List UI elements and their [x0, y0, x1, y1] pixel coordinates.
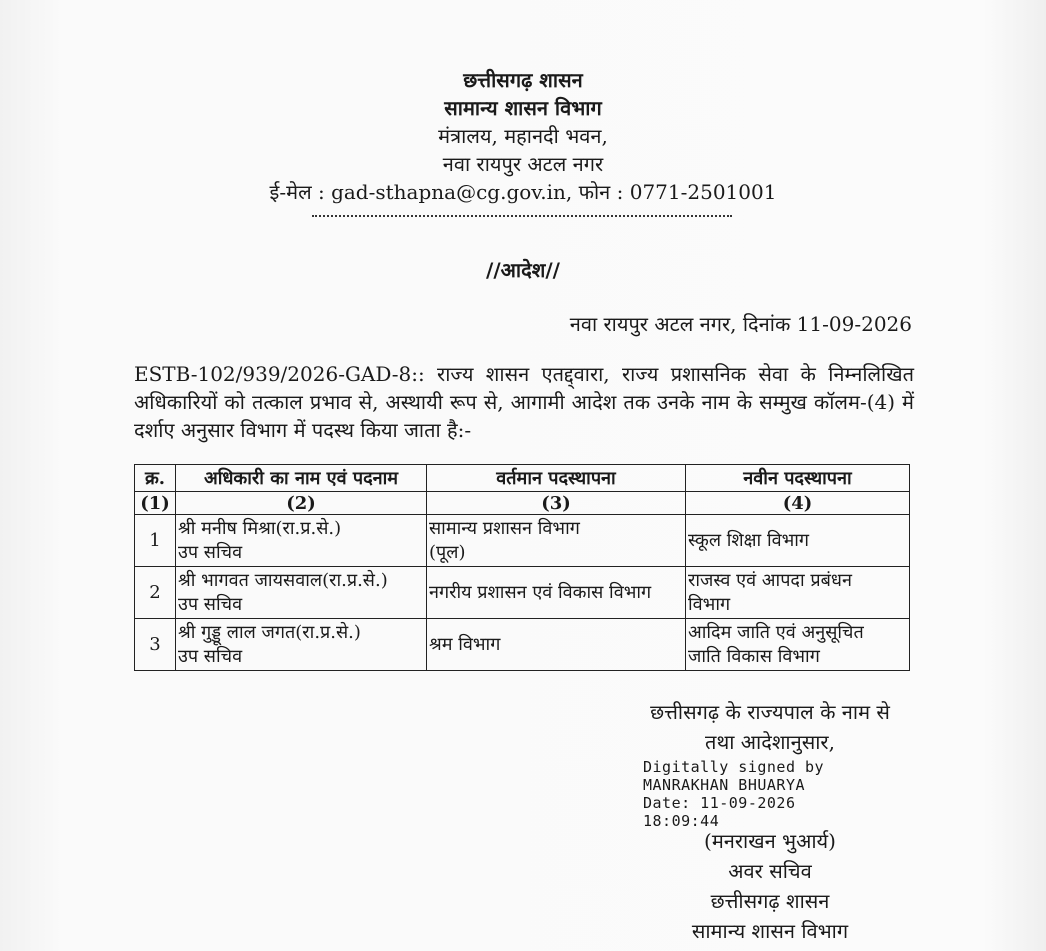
current-posting-line: श्रम विभाग [429, 633, 501, 655]
current-posting-cell [427, 567, 686, 619]
col-header-officer: अधिकारी का नाम एवं पदनाम [176, 465, 427, 492]
current-posting-line: नगरीय प्रशासन एवं विकास विभाग [429, 581, 652, 603]
order-title: //आदेश// [486, 258, 560, 282]
table-header-row [135, 465, 910, 492]
current-posting-line: (पूल) [429, 541, 466, 563]
new-posting-cell [686, 515, 910, 567]
new-posting-line: स्कूल शिक्षा विभाग [688, 529, 810, 551]
officer-cell [176, 619, 427, 671]
signature-block-top [560, 697, 980, 757]
digital-signature-line: Digitally signed by [643, 758, 825, 776]
current-posting-cell [427, 515, 686, 567]
officer-designation: उप सचिव [178, 541, 243, 563]
officer-designation: उप सचिव [178, 593, 243, 615]
col-num-2: (2) [176, 492, 427, 515]
table-row [135, 619, 910, 671]
signatory-name: (मनराखन भुआर्य) [704, 829, 836, 853]
contact-line: ई-मेल : gad-sthapna@cg.gov.in, फोन : 0771-2501001 [269, 180, 777, 204]
officer-cell [176, 567, 427, 619]
new-posting-line: विभाग [688, 593, 731, 615]
row-sn: 2 [135, 567, 176, 619]
authority-line-2: तथा आदेशानुसार, [705, 730, 835, 754]
officer-name: श्री मनीष मिश्रा(रा.प्र.से.) [178, 517, 342, 539]
row-sn: 3 [135, 619, 176, 671]
officer-designation: उप सचिव [178, 645, 243, 667]
order-dateline: नवा रायपुर अटल नगर, दिनांक 11-09-2026 [569, 312, 912, 336]
signature-block-bottom [560, 826, 980, 946]
signatory-govt: छत्तीसगढ़ शासन [710, 889, 830, 913]
col-num-1: (1) [135, 492, 176, 515]
digital-signature-line: MANRAKHAN BHUARYA [643, 776, 806, 794]
letterhead [0, 66, 1046, 206]
officer-name: श्री गुड्डू लाल जगत(रा.प्र.से.) [178, 621, 361, 643]
new-posting-line: जाति विकास विभाग [688, 645, 820, 667]
new-posting-line: राजस्व एवं आपदा प्रबंधन [688, 569, 852, 591]
order-body: ESTB-102/939/2026-GAD-8:: राज्य शासन एतद्द्वारा, राज्य प्रशासनिक सेवा के निम्नलिखित अधिकारियों को तत्काल प्रभाव से, अस्थायी रूप से, आगामी आदेश तक उनके नाम के सम्मुख कॉलम-(4) में दर्शाए अनुसार विभाग में पदस्थ किया जाता है:- [134, 362, 914, 442]
table-row [135, 515, 910, 567]
digital-signature [643, 758, 824, 830]
digital-signature-line: Date: 11-09-2026 [643, 794, 796, 812]
officer-name: श्री भागवत जायसवाल(रा.प्र.से.) [178, 569, 388, 591]
col-header-new: नवीन पदस्थापना [686, 465, 910, 492]
officer-cell [176, 515, 427, 567]
digital-signature-line: 18:09:44 [643, 812, 720, 830]
col-header-current: वर्तमान पदस्थापना [427, 465, 686, 492]
col-header-sn: क्र. [135, 465, 176, 492]
current-posting-line: सामान्य प्रशासन विभाग [429, 517, 580, 539]
new-posting-line: आदिम जाति एवं अनुसूचित [688, 621, 864, 643]
new-posting-cell [686, 567, 910, 619]
govt-name: छत्तीसगढ़ शासन [463, 68, 583, 92]
table-number-row [135, 492, 910, 515]
table-row [135, 567, 910, 619]
posting-table [134, 464, 910, 671]
col-num-4: (4) [686, 492, 910, 515]
signatory-designation: अवर सचिव [728, 859, 812, 883]
authority-line-1: छत्तीसगढ़ के राज्यपाल के नाम से [650, 700, 890, 724]
dotted-divider [312, 213, 732, 217]
col-num-3: (3) [427, 492, 686, 515]
address-line-1: मंत्रालय, महानदी भवन, [438, 124, 608, 148]
address-line-2: नवा रायपुर अटल नगर [442, 152, 604, 176]
signatory-department: सामान्य शासन विभाग [691, 919, 849, 943]
current-posting-cell [427, 619, 686, 671]
new-posting-cell [686, 619, 910, 671]
department-name: सामान्य शासन विभाग [444, 96, 602, 120]
row-sn: 1 [135, 515, 176, 567]
